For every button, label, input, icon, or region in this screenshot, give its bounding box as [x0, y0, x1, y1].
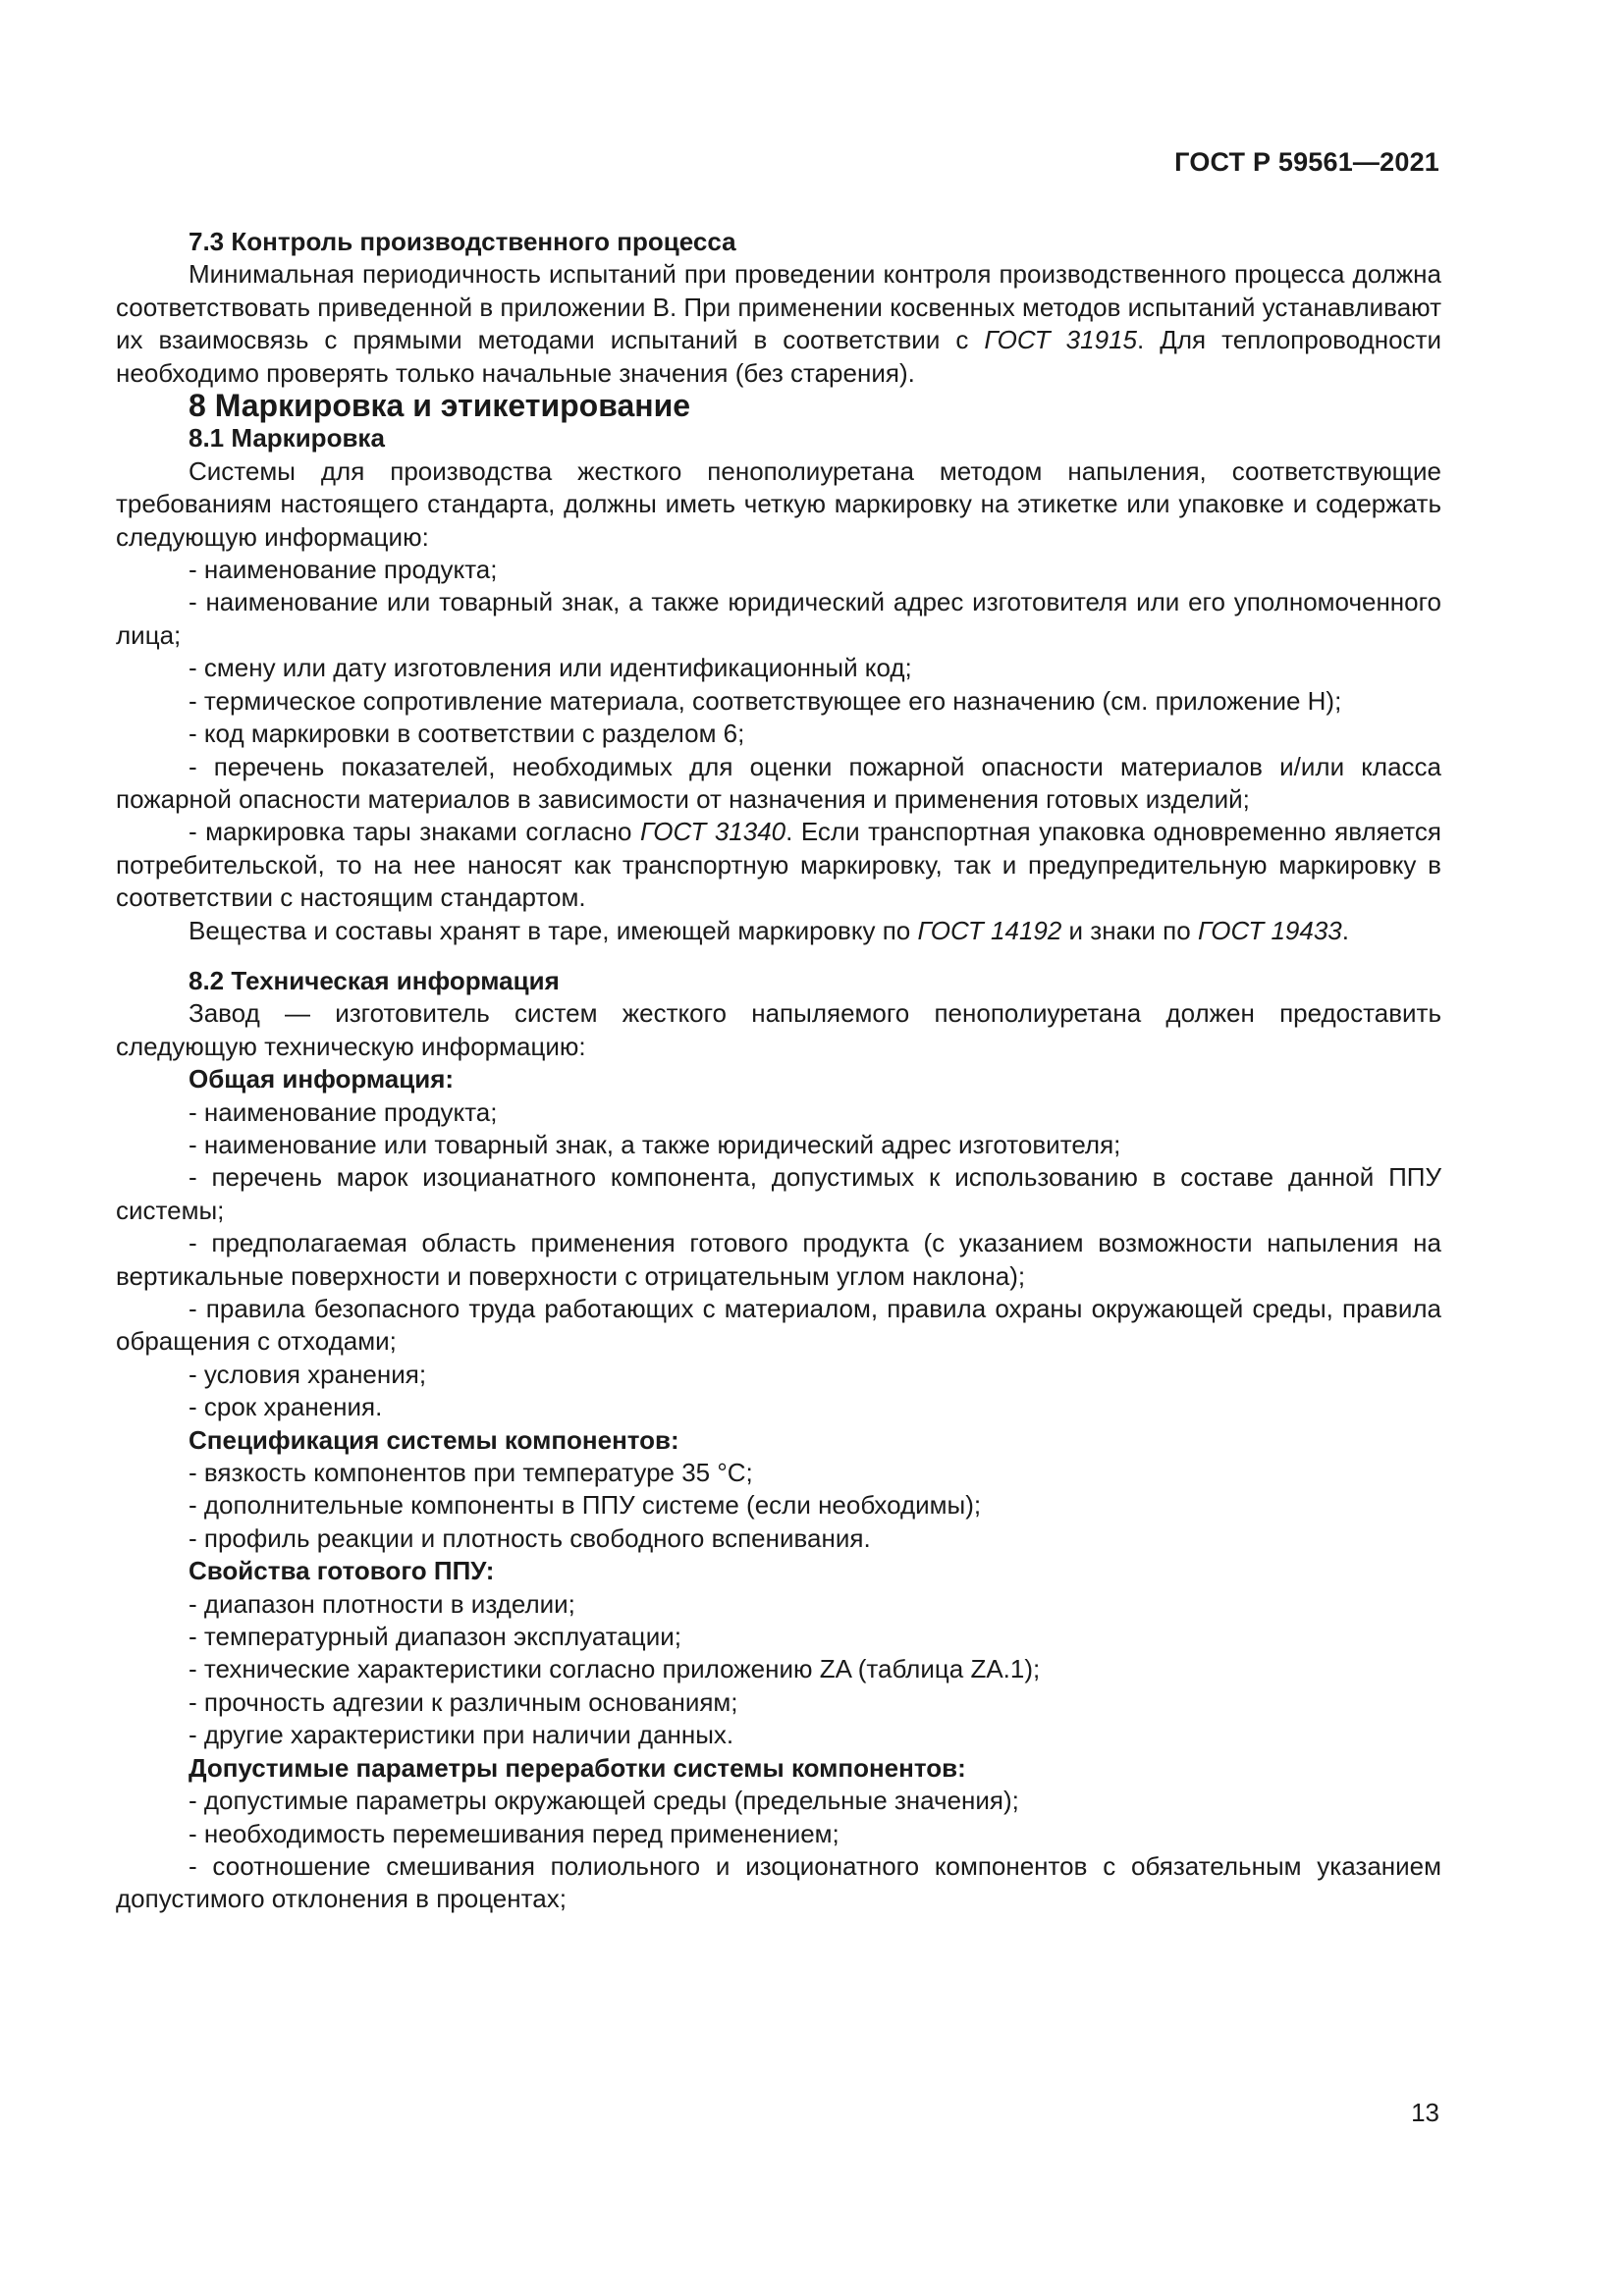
text-run: Вещества и составы хранят в таре, имеющей маркировку по — [189, 915, 918, 945]
list-item: - смену или дату изготовления или идентификационный код; — [189, 653, 912, 683]
paragraph-storage — [116, 915, 1441, 947]
standard-reference: ГОСТ 31340 — [640, 817, 786, 847]
group-title-spec: Спецификация системы компонентов: — [189, 1424, 679, 1455]
group-title-processing: Допустимые параметры переработки системы компонентов: — [189, 1752, 966, 1783]
list-item: - вязкость компонентов при температуре 35 °С; — [189, 1458, 753, 1488]
paragraph-7-3 — [116, 258, 1441, 390]
text-run: и знаки по — [1061, 915, 1198, 945]
list-item: - технические характеристики согласно приложению ZA (таблица ZA.1); — [189, 1654, 1041, 1684]
list-item: - профиль реакции и плотность свободного вспенивания. — [189, 1522, 871, 1553]
list-item: - диапазон плотности в изделии; — [189, 1588, 575, 1619]
list-item: - наименование или товарный знак, а также юридический адрес изготовителя или его уполномоченного лица; — [116, 587, 1441, 650]
list-item: - наименование продукта; — [189, 555, 498, 585]
section-title-8: 8 Маркировка и этикетирование — [189, 388, 691, 424]
document-header: ГОСТ Р 59561—2021 — [1174, 147, 1439, 177]
standard-reference: ГОСТ 31915 — [984, 325, 1137, 355]
list-item: - температурный диапазон эксплуатации; — [189, 1622, 681, 1652]
list-item: - условия хранения; — [189, 1359, 427, 1389]
group-title-properties: Свойства готового ППУ: — [189, 1556, 495, 1586]
list-item: - термическое сопротивление материала, соответствующее его назначению (см. приложение Н); — [189, 685, 1342, 716]
list-item: - перечень показателей, необходимых для оценки пожарной опасности материалов и/или класса пожарной опасности материалов в зависимости от назначения и применения готовых изделий; — [116, 751, 1441, 814]
list-item: - прочность адгезии к различным основаниям; — [189, 1686, 738, 1717]
list-item: - перечень марок изоцианатного компонента, допустимых к использованию в составе данной ППУ системы; — [116, 1162, 1441, 1225]
list-item: - наименование продукта; — [189, 1096, 498, 1127]
list-item: - наименование или товарный знак, а также юридический адрес изготовителя; — [189, 1129, 1121, 1159]
document-body — [116, 226, 1441, 1916]
list-item-tara — [116, 816, 1441, 914]
list-item: - необходимость перемешивания перед применением; — [189, 1818, 839, 1848]
text-run: . Если транспортная упаковка одновременно является потребительской, то на нее наносят как транспортную маркировку, так и предупредительную маркировку в соответствии с настоящим стандартом. — [116, 817, 1441, 913]
list-item: - срок хранения. — [189, 1392, 383, 1422]
text-run: . Для теплопроводности необходимо проверять только начальные значения (без старения). — [116, 325, 1441, 388]
text-run: . — [1341, 915, 1349, 945]
paragraph-8-2-intro: Завод — изготовитель систем жесткого напыляемого пенополиуретана должен предоставить следующую техническую информацию: — [116, 998, 1441, 1061]
spacer — [116, 947, 1441, 965]
list-item: - правила безопасного труда работающих с материалом, правила охраны окружающей среды, правила обращения с отходами; — [116, 1294, 1441, 1357]
list-item: - предполагаемая область применения готового продукта (с указанием возможности напыления на вертикальные поверхности и поверхности с отрицательным углом наклона); — [116, 1228, 1441, 1291]
page-number: 13 — [1411, 2098, 1439, 2127]
list-item: - другие характеристики при наличии данных. — [189, 1720, 734, 1750]
list-item: - соотношение смешивания полиольного и изоционатного компонентов с обязательным указанием допустимого отклонения в процентах; — [116, 1850, 1441, 1914]
paragraph-8-1-intro: Системы для производства жесткого пенополиуретана методом напыления, соответствующие требованиям настоящего стандарта, должны иметь четкую маркировку на этикетке или упаковке и содержать следующую информацию: — [116, 455, 1441, 552]
standard-reference: ГОСТ 14192 — [917, 915, 1062, 945]
list-item: - код маркировки в соответствии с разделом 6; — [189, 719, 745, 749]
subsection-title-8-1: 8.1 Маркировка — [189, 423, 385, 454]
text-run: Минимальная периодичность испытаний при проведении контроля производственного процесса должна соответствовать приведенной в приложении В. При применении косвенных методов испытаний устанавливают их взаимосвязь с прямыми методами испытаний в соответствии с — [116, 259, 1441, 355]
list-item: - допустимые параметры окружающей среды (предельные значения); — [189, 1786, 1019, 1816]
subsection-title-7-3: 7.3 Контроль производственного процесса — [189, 227, 736, 256]
text-run: - маркировка тары знаками согласно — [189, 817, 640, 847]
subsection-title-8-2: 8.2 Техническая информация — [189, 965, 560, 995]
list-item: - дополнительные компоненты в ППУ системе (если необходимы); — [189, 1490, 982, 1521]
standard-reference: ГОСТ 19433 — [1197, 915, 1342, 945]
group-title-general: Общая информация: — [189, 1064, 455, 1095]
